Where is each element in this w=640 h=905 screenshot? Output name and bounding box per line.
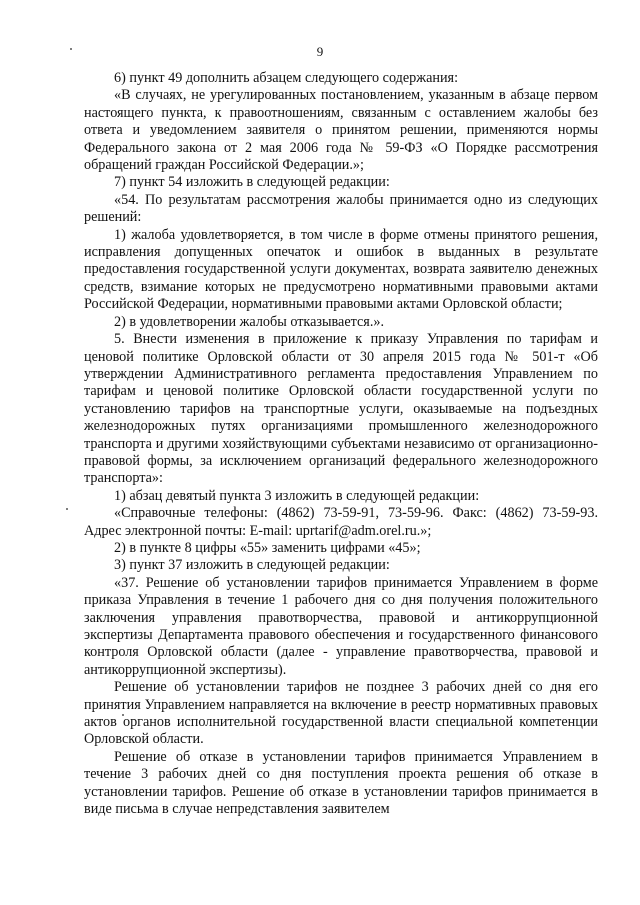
paragraph: 5. Внести изменения в приложение к приказу Управления по тарифам и ценовой политике Орловской области от 30 апреля 2015 года № 501-т «Об утверждении Административного регламента предоставления Управлением по тарифам и ценовой политике Орловской области государственной услуги по установлению тарифов на транспортные услуги, оказываемые на подъездных железнодорожных путях организациями промышленного железнодорожного транспорта и другими хозяйствующими субъектами независимо от организационно-правовой формы, за исключением организаций федерального железнодорожного транспорта»:	[84, 331, 598, 487]
scan-speck	[66, 508, 68, 510]
document-body	[84, 70, 598, 818]
paragraph: 3) пункт 37 изложить в следующей редакции:	[114, 557, 390, 574]
paragraph: «54. По результатам рассмотрения жалобы принимается одно из следующих решений:	[84, 191, 598, 226]
paragraph: Решение об установлении тарифов не позднее 3 рабочих дней со дня его принятия Управлением направляется на включение в реестр нормативных правовых актов органов исполнительной государственной власти специальной компетенции Орловской области.	[84, 679, 598, 748]
paragraph: 1) абзац девятый пункта 3 изложить в следующей редакции:	[114, 487, 480, 504]
paragraph: 2) в удовлетворении жалобы отказывается.».	[114, 313, 385, 330]
paragraph: 6) пункт 49 дополнить абзацем следующего содержания:	[114, 70, 459, 86]
paragraph: 2) в пункте 8 цифры «55» заменить цифрами «45»;	[114, 539, 421, 556]
page-number: 9	[316, 44, 324, 59]
paragraph: «Справочные телефоны: (4862) 73-59-91, 73-59-96. Факс: (4862) 73-59-93. Адрес электронной почты: E-mail: uprtarif@adm.orel.ru.»;	[84, 505, 598, 539]
paragraph: «37. Решение об установлении тарифов принимается Управлением в форме приказа Управления в течение 1 рабочего дня со дня получения положительного заключения управления правотворчества, правовой и антикоррупционной экспертизы Департамента правового обеспечения и государственного финансового контроля Орловской области (далее - управление правотворчества, правовой и антикоррупционной экспертизы).	[84, 574, 598, 678]
scan-speck	[70, 48, 72, 50]
paragraph: «В случаях, не урегулированных постановлением, указанным в абзаце первом настоящего пункта, к правоотношениям, связанным с оставлением жалобы без ответа и уведомлением заявителя о принятом решении, применяются нормы Федерального закона от 2 мая 2006 года № 59-ФЗ «О Порядке рассмотрения обращений граждан Российской Федерации.»;	[84, 87, 598, 174]
paragraph: 7) пункт 54 изложить в следующей редакции:	[114, 174, 390, 191]
paragraph: 1) жалоба удовлетворяется, в том числе в форме отмены принятого решения, исправления допущенных опечаток и ошибок в выданных в результате предоставления государственной услуги документах, возврата заявителю денежных средств, взимание которых не предусмотрено нормативными правовыми актами Российской Федерации, нормативными правовыми актами Орловской области;	[84, 226, 598, 313]
paragraph: Решение об отказе в установлении тарифов принимается Управлением в течение 3 рабочих дней со дня поступления проекта решения об отказе в установлении тарифов. Решение об отказе в установлении тарифов принимается в виде письма в случае непредставления заявителем	[84, 748, 598, 818]
